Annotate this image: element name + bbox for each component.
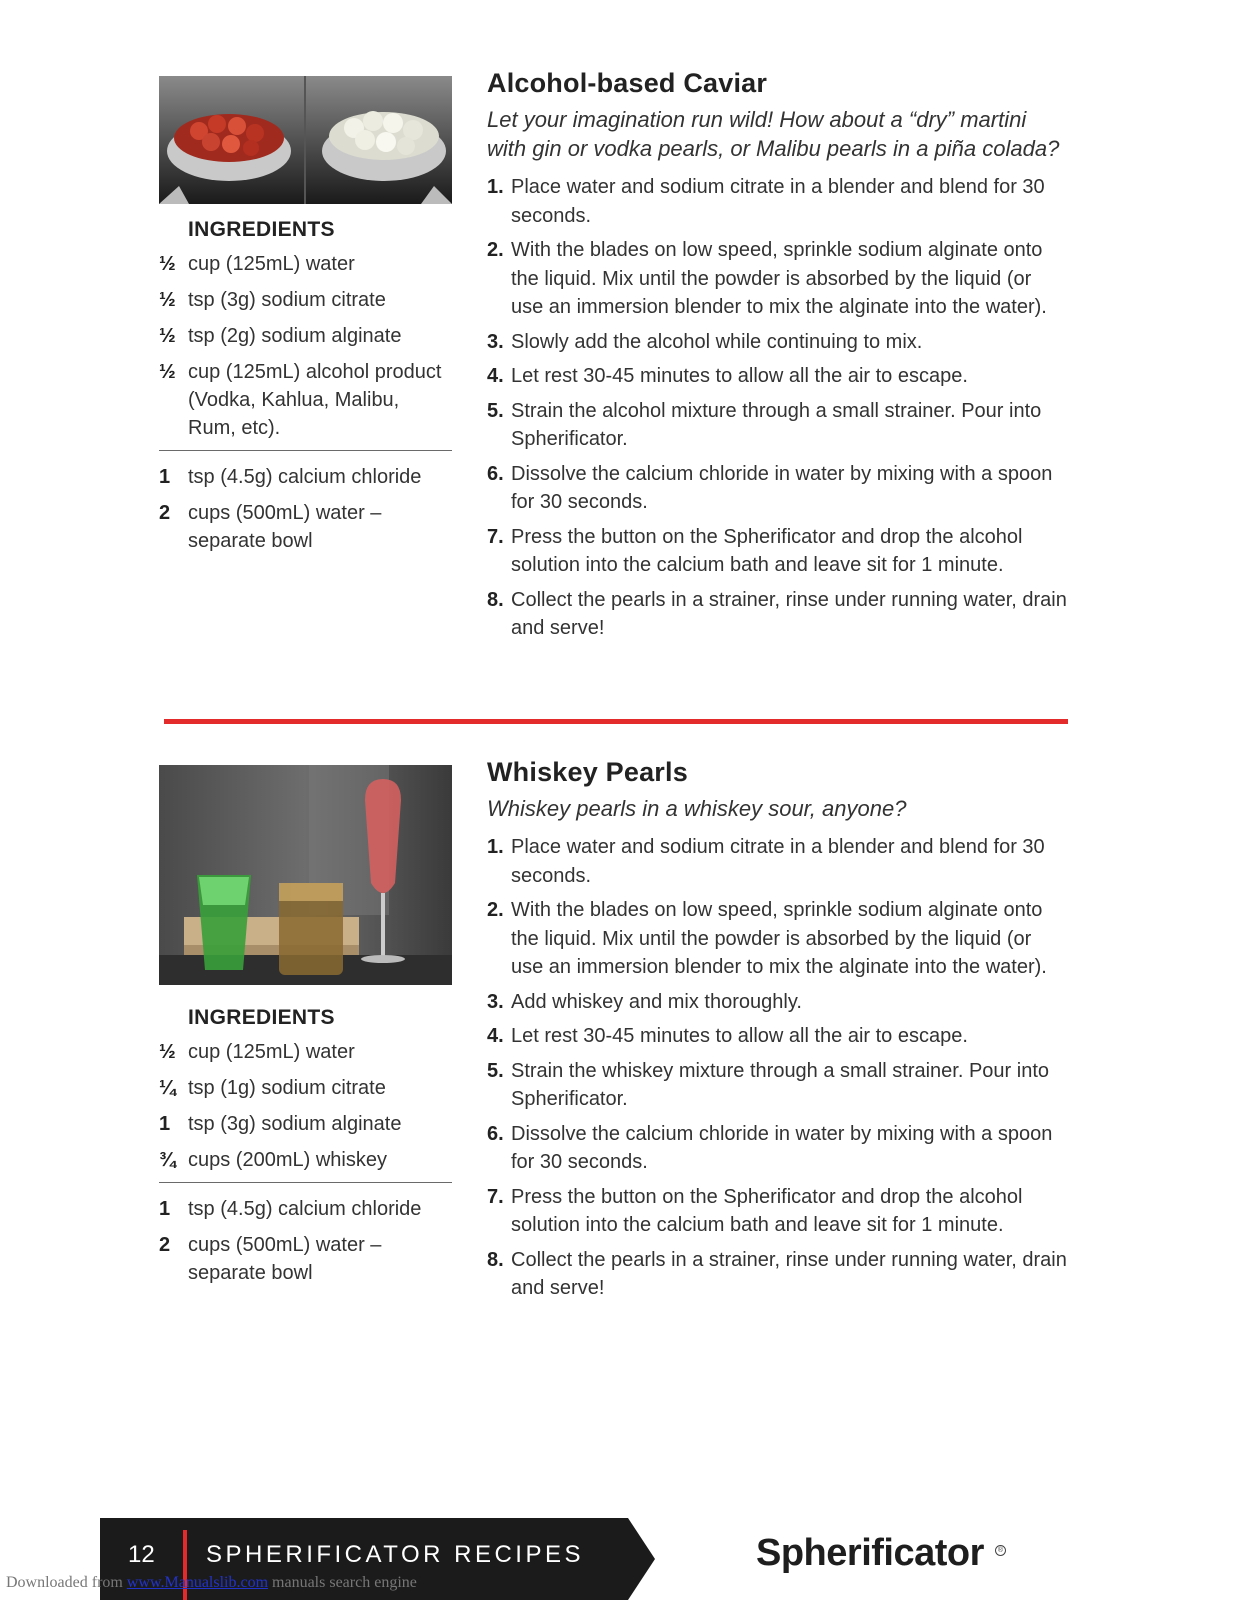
ingredient-quantity: ½ — [159, 361, 176, 383]
step-number: 5. — [487, 1059, 504, 1082]
ingredient-quantity: 1 — [159, 1198, 171, 1220]
step-item — [487, 523, 1067, 580]
step-text: Dissolve the calcium chloride in water by mixing with a spoon for 30 seconds. — [511, 1122, 1053, 1173]
step-item — [487, 1022, 1067, 1051]
step-item — [487, 1246, 1067, 1303]
caviar-spoons-photo — [159, 76, 452, 204]
ingredient-text: cup (125mL) alcohol product (Vodka, Kahlua, Malibu, Rum, etc). — [188, 361, 442, 439]
ingredient-quantity: 1 — [159, 466, 171, 488]
ingredient-quantity: ½ — [159, 1041, 176, 1063]
ingredient-quantity: ¾ — [159, 1149, 176, 1171]
download-watermark — [6, 1574, 417, 1592]
step-item — [487, 586, 1067, 643]
ingredient-item — [159, 1231, 452, 1287]
footer-arrow-icon — [628, 1518, 655, 1600]
step-item — [487, 362, 1067, 391]
ingredient-item — [159, 1110, 452, 1138]
step-text: Strain the whiskey mixture through a small strainer. Pour into Spherificator. — [511, 1059, 1050, 1110]
step-number: 8. — [487, 1248, 504, 1271]
ingredients-panel — [159, 218, 452, 563]
instructions-panel — [487, 68, 1067, 649]
watermark-suffix: manuals search engine — [272, 1574, 417, 1591]
step-number: 7. — [487, 525, 504, 548]
step-number: 4. — [487, 365, 504, 387]
step-text: Press the button on the Spherificator and drop the alcohol solution into the calcium bath and leave sit for 1 minute. — [511, 525, 1023, 576]
step-text: Collect the pearls in a strainer, rinse under running water, drain and serve! — [511, 1248, 1067, 1299]
ingredient-text: cup (125mL) water — [188, 253, 355, 275]
page-number: 12 — [128, 1541, 155, 1568]
step-text: Dissolve the calcium chloride in water by mixing with a spoon for 30 seconds. — [511, 462, 1053, 513]
step-text: Let rest 30-45 minutes to allow all the air to escape. — [511, 1025, 968, 1047]
ingredient-text: cups (500mL) water – separate bowl — [188, 1234, 382, 1284]
step-number: 4. — [487, 1025, 504, 1047]
step-text: Collect the pearls in a strainer, rinse under running water, drain and serve! — [511, 588, 1067, 639]
ingredient-list — [159, 250, 452, 442]
recipe-title: Whiskey Pearls — [487, 757, 688, 787]
ingredient-text: tsp (2g) sodium alginate — [188, 325, 402, 347]
bath-ingredient-list — [159, 463, 452, 555]
step-item — [487, 833, 1067, 890]
ingredient-item — [159, 1195, 452, 1223]
step-item — [487, 173, 1067, 230]
ingredient-quantity: ¼ — [159, 1077, 176, 1099]
step-number: 1. — [487, 836, 504, 858]
instructions-panel — [487, 757, 1067, 1309]
ingredient-text: cup (125mL) water — [188, 1041, 355, 1063]
ingredient-quantity: ½ — [159, 253, 176, 275]
recipe-subtitle: Whiskey pearls in a whiskey sour, anyone? — [487, 796, 907, 821]
ingredient-quantity: ½ — [159, 289, 176, 311]
ingredients-heading: INGREDIENTS — [188, 1006, 335, 1029]
whiskey-drinks-image — [159, 765, 452, 985]
step-text: Add whiskey and mix thoroughly. — [511, 990, 802, 1013]
step-text: Place water and sodium citrate in a blender and blend for 30 seconds. — [511, 836, 1045, 887]
step-text: With the blades on low speed, sprinkle sodium alginate onto the liquid. Mix until the powder is absorbed by the liquid (or use an immersion blender to mix the alginate into the water). — [511, 239, 1047, 318]
ingredient-item — [159, 1146, 452, 1174]
step-text: Place water and sodium citrate in a blender and blend for 30 seconds. — [511, 176, 1045, 227]
step-number: 5. — [487, 399, 504, 422]
ingredient-text: cups (500mL) water – separate bowl — [188, 502, 382, 552]
bath-ingredient-list — [159, 1195, 452, 1287]
step-list — [487, 833, 1067, 1303]
recipe-subtitle: Let your imagination run wild! How about a “dry” martini with gin or vodka pearls, or Malibu pearls in a piña colada? — [487, 107, 1060, 161]
step-number: 2. — [487, 899, 504, 921]
ingredient-item — [159, 286, 452, 314]
step-item — [487, 1183, 1067, 1240]
ingredient-text: tsp (1g) sodium citrate — [188, 1077, 386, 1099]
ingredient-text: tsp (4.5g) calcium chloride — [188, 1198, 422, 1220]
registered-mark-icon: ® — [995, 1545, 1006, 1556]
step-number: 2. — [487, 239, 504, 261]
step-text: Press the button on the Spherificator and drop the alcohol solution into the calcium bath and leave sit for 1 minute. — [511, 1185, 1023, 1236]
watermark-prefix: Downloaded from — [6, 1574, 123, 1591]
step-text: With the blades on low speed, sprinkle sodium alginate onto the liquid. Mix until the powder is absorbed by the liquid (or use an immersion blender to mix the alginate into the water). — [511, 899, 1047, 978]
ingredients-divider — [159, 1182, 452, 1183]
ingredients-panel — [159, 1006, 452, 1295]
ingredient-text: tsp (3g) sodium alginate — [188, 1113, 402, 1135]
step-item — [487, 460, 1067, 517]
step-item — [487, 1057, 1067, 1114]
ingredient-item — [159, 1074, 452, 1102]
step-item — [487, 328, 1067, 357]
ingredient-item — [159, 1038, 452, 1066]
ingredient-quantity: 2 — [159, 502, 171, 524]
ingredient-item — [159, 499, 452, 555]
ingredient-item — [159, 358, 452, 442]
ingredient-item — [159, 250, 452, 278]
step-item — [487, 896, 1067, 982]
step-text: Strain the alcohol mixture through a small strainer. Pour into Spherificator. — [511, 399, 1042, 450]
ingredient-text: tsp (3g) sodium citrate — [188, 289, 386, 311]
ingredient-list — [159, 1038, 452, 1174]
step-number: 6. — [487, 1122, 504, 1145]
step-item — [487, 1120, 1067, 1177]
ingredient-quantity: 1 — [159, 1113, 171, 1135]
step-number: 7. — [487, 1185, 504, 1208]
step-item — [487, 988, 1067, 1017]
step-number: 8. — [487, 588, 504, 611]
ingredient-quantity: 2 — [159, 1234, 171, 1256]
ingredient-text: cups (200mL) whiskey — [188, 1149, 387, 1171]
step-number: 1. — [487, 176, 504, 198]
section-label: SPHERIFICATOR RECIPES — [206, 1541, 584, 1568]
section-divider — [164, 719, 1068, 724]
step-text: Slowly add the alcohol while continuing to mix. — [511, 330, 923, 353]
ingredient-item — [159, 463, 452, 491]
ingredient-text: tsp (4.5g) calcium chloride — [188, 466, 422, 488]
whiskey-drinks-photo — [159, 765, 452, 985]
ingredients-divider — [159, 450, 452, 451]
ingredient-item — [159, 322, 452, 350]
step-text: Let rest 30-45 minutes to allow all the air to escape. — [511, 365, 968, 387]
step-list — [487, 173, 1067, 643]
step-number: 3. — [487, 330, 504, 353]
ingredient-quantity: ½ — [159, 325, 176, 347]
caviar-spoons-image — [159, 76, 452, 204]
ingredients-heading: INGREDIENTS — [188, 218, 335, 241]
step-number: 3. — [487, 990, 504, 1013]
recipe-title: Alcohol-based Caviar — [487, 68, 768, 98]
brand-logo: Spherificator — [756, 1532, 984, 1574]
step-item — [487, 397, 1067, 454]
step-item — [487, 236, 1067, 322]
step-number: 6. — [487, 462, 504, 485]
watermark-link[interactable]: www.Manualslib.com — [126, 1574, 269, 1591]
